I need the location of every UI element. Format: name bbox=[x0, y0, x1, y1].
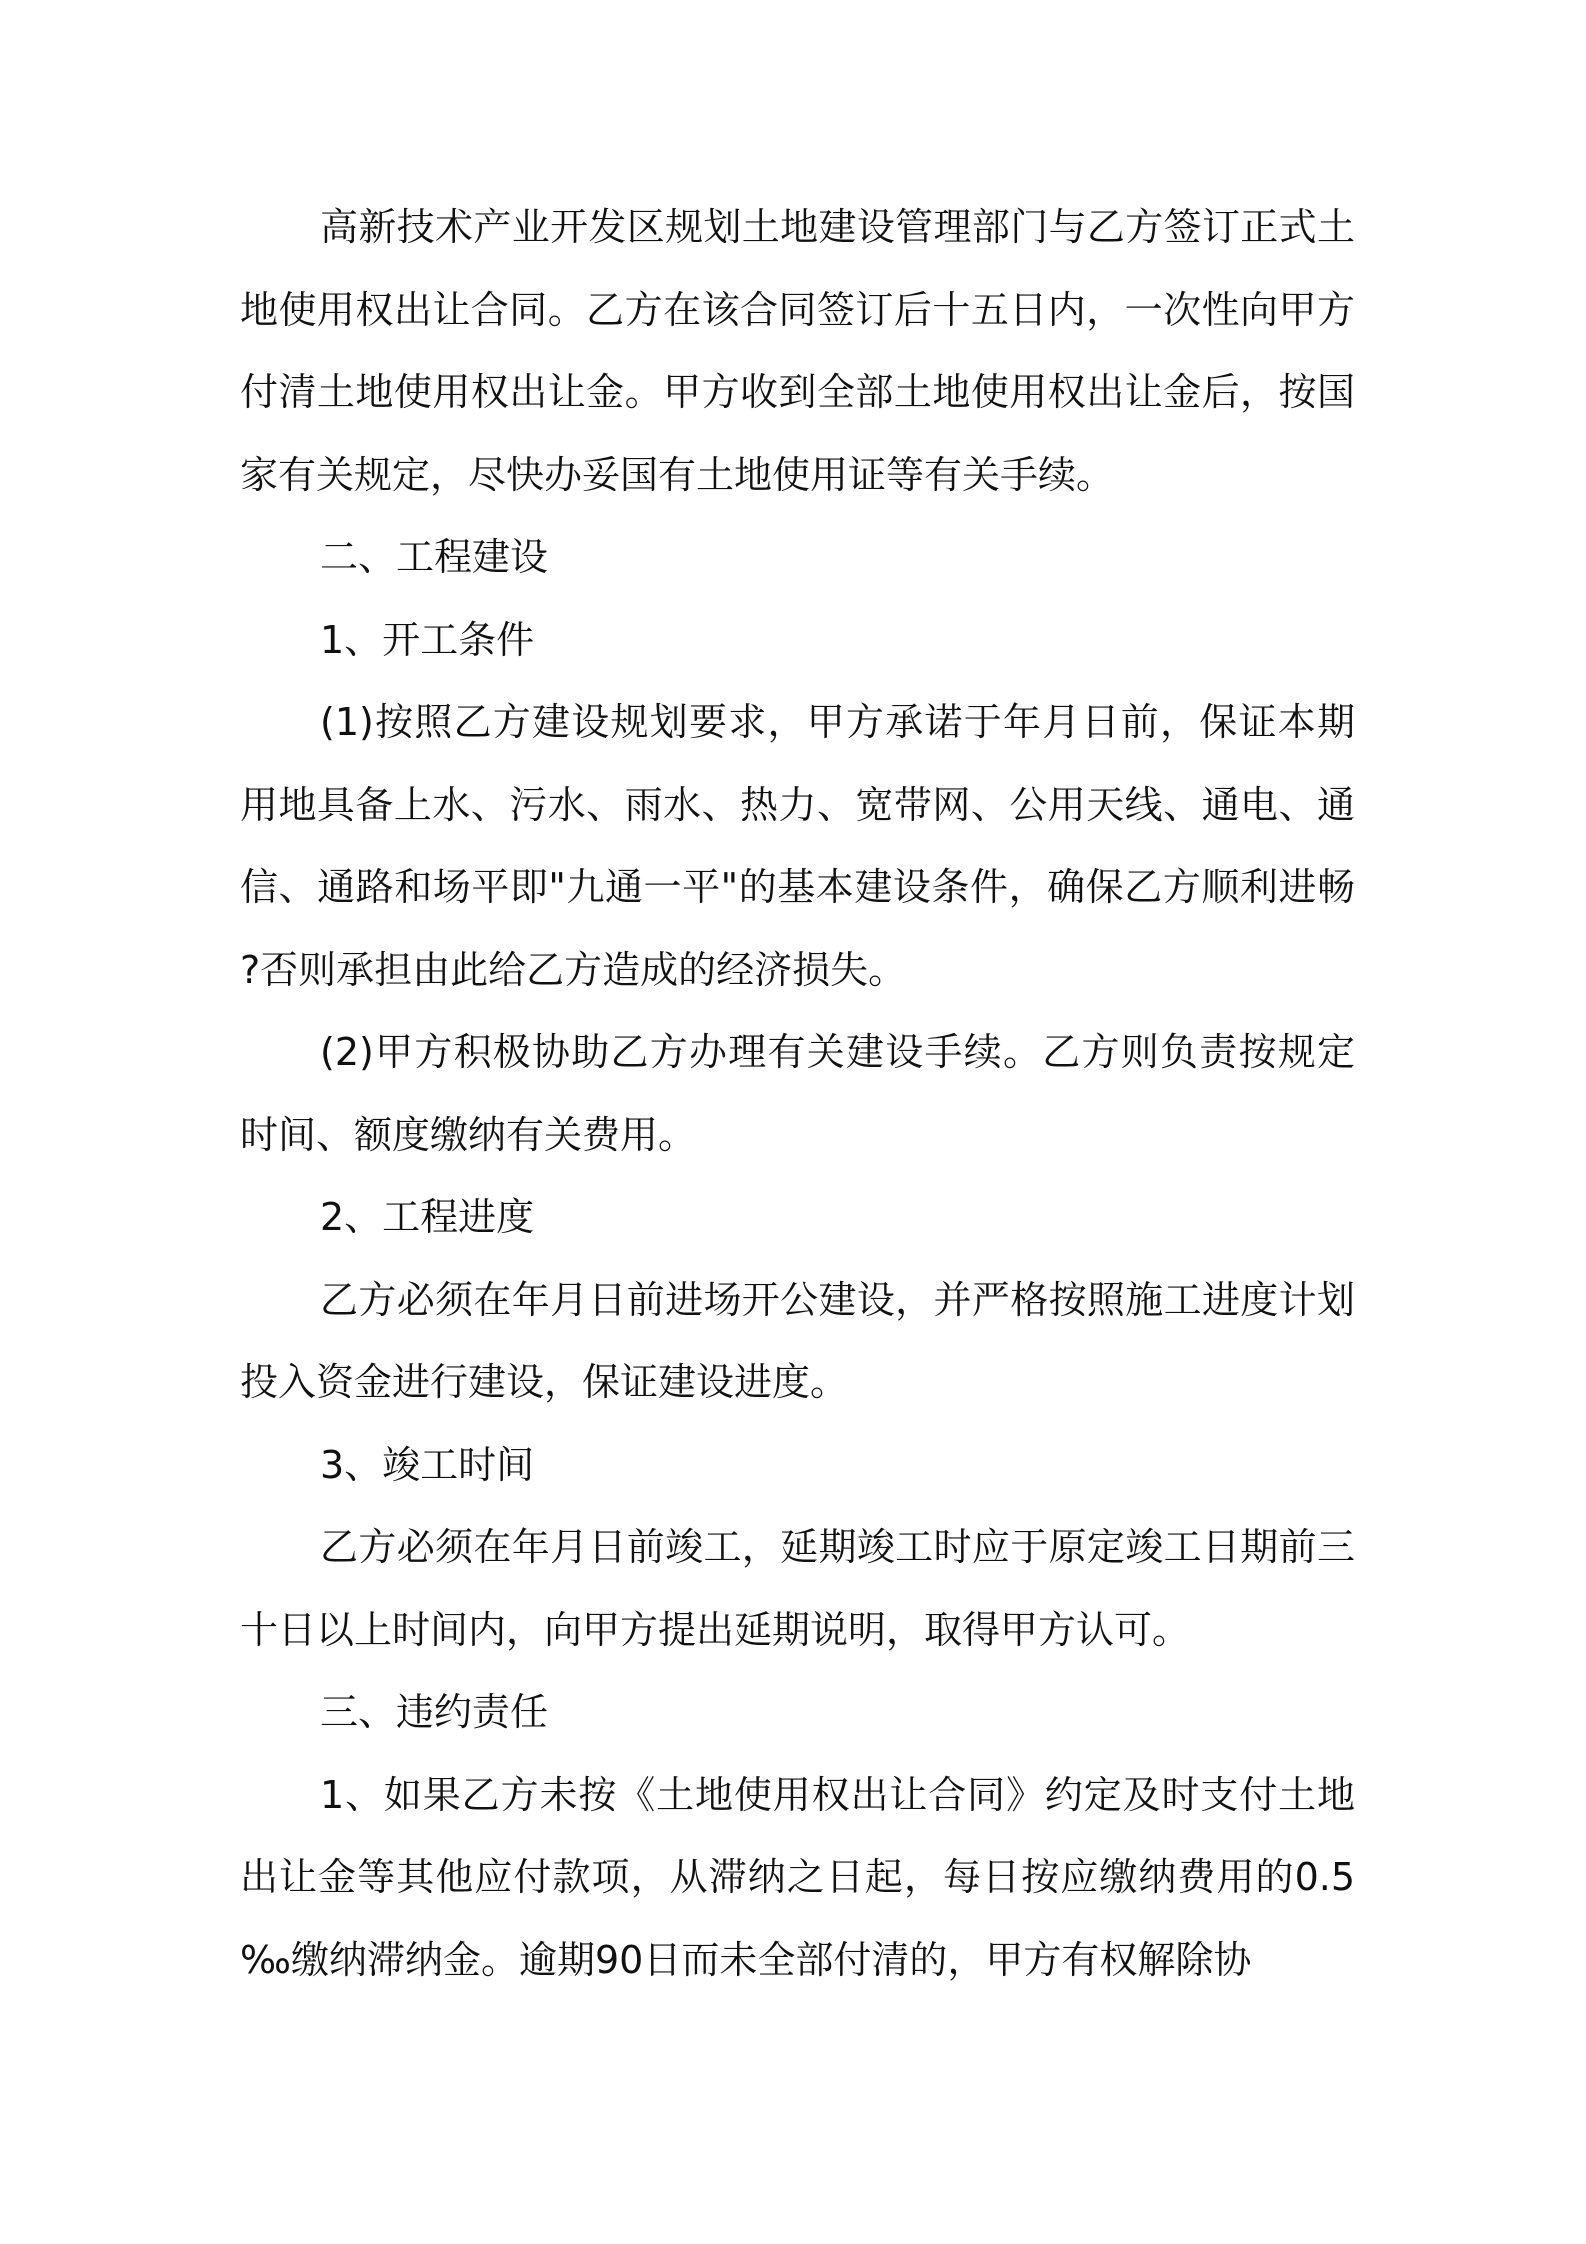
paragraph-progress: 乙方必须在年月日前进场开公建设，并严格按照施工进度计划投入资金进行建设，保证建设进度。 bbox=[240, 1277, 1355, 1404]
heading-start-conditions: 1、开工条件 bbox=[320, 617, 535, 662]
paragraph-condition-2: (2)甲方积极协助乙方办理有关建设手续。乙方则负责按规定时间、额度缴纳有关费用。 bbox=[240, 1030, 1355, 1157]
paragraph-condition-1: (1)按照乙方建设规划要求，甲方承诺于年月日前，保证本期用地具备上水、污水、雨水、热力、宽带网、公用天线、通电、通信、通路和场平即"九通一平"的基本建设条件，确保乙方顺利进畅?否则承担由此给乙方造成的经济损失。 bbox=[240, 700, 1355, 992]
paragraph-land-contract: 高新技术产业开发区规划土地建设管理部门与乙方签订正式土地使用权出让合同。乙方在该合同签订后十五日内，一次性向甲方付清土地使用权出让金。甲方收到全部土地使用权出让金后，按国家有关规定，尽快办妥国有土地使用证等有关手续。 bbox=[240, 205, 1355, 497]
heading-engineering-construction: 二、工程建设 bbox=[320, 535, 549, 579]
paragraph-completion: 乙方必须在年月日前竣工，延期竣工时应于原定竣工日期前三十日以上时间内，向甲方提出延期说明，取得甲方认可。 bbox=[240, 1525, 1355, 1652]
paragraph-liability-1: 1、如果乙方未按《土地使用权出让合同》约定及时支付土地出让金等其他应付款项，从滞纳之日起，每日按应缴纳费用的0.5‰缴纳滞纳金。逾期90日而未全部付清的，甲方有权解除协 bbox=[240, 1772, 1355, 1982]
heading-liability: 三、违约责任 bbox=[320, 1690, 549, 1734]
document-body bbox=[240, 186, 1355, 2001]
heading-completion-time: 3、竣工时间 bbox=[320, 1442, 535, 1487]
heading-progress: 2、工程进度 bbox=[320, 1195, 535, 1239]
